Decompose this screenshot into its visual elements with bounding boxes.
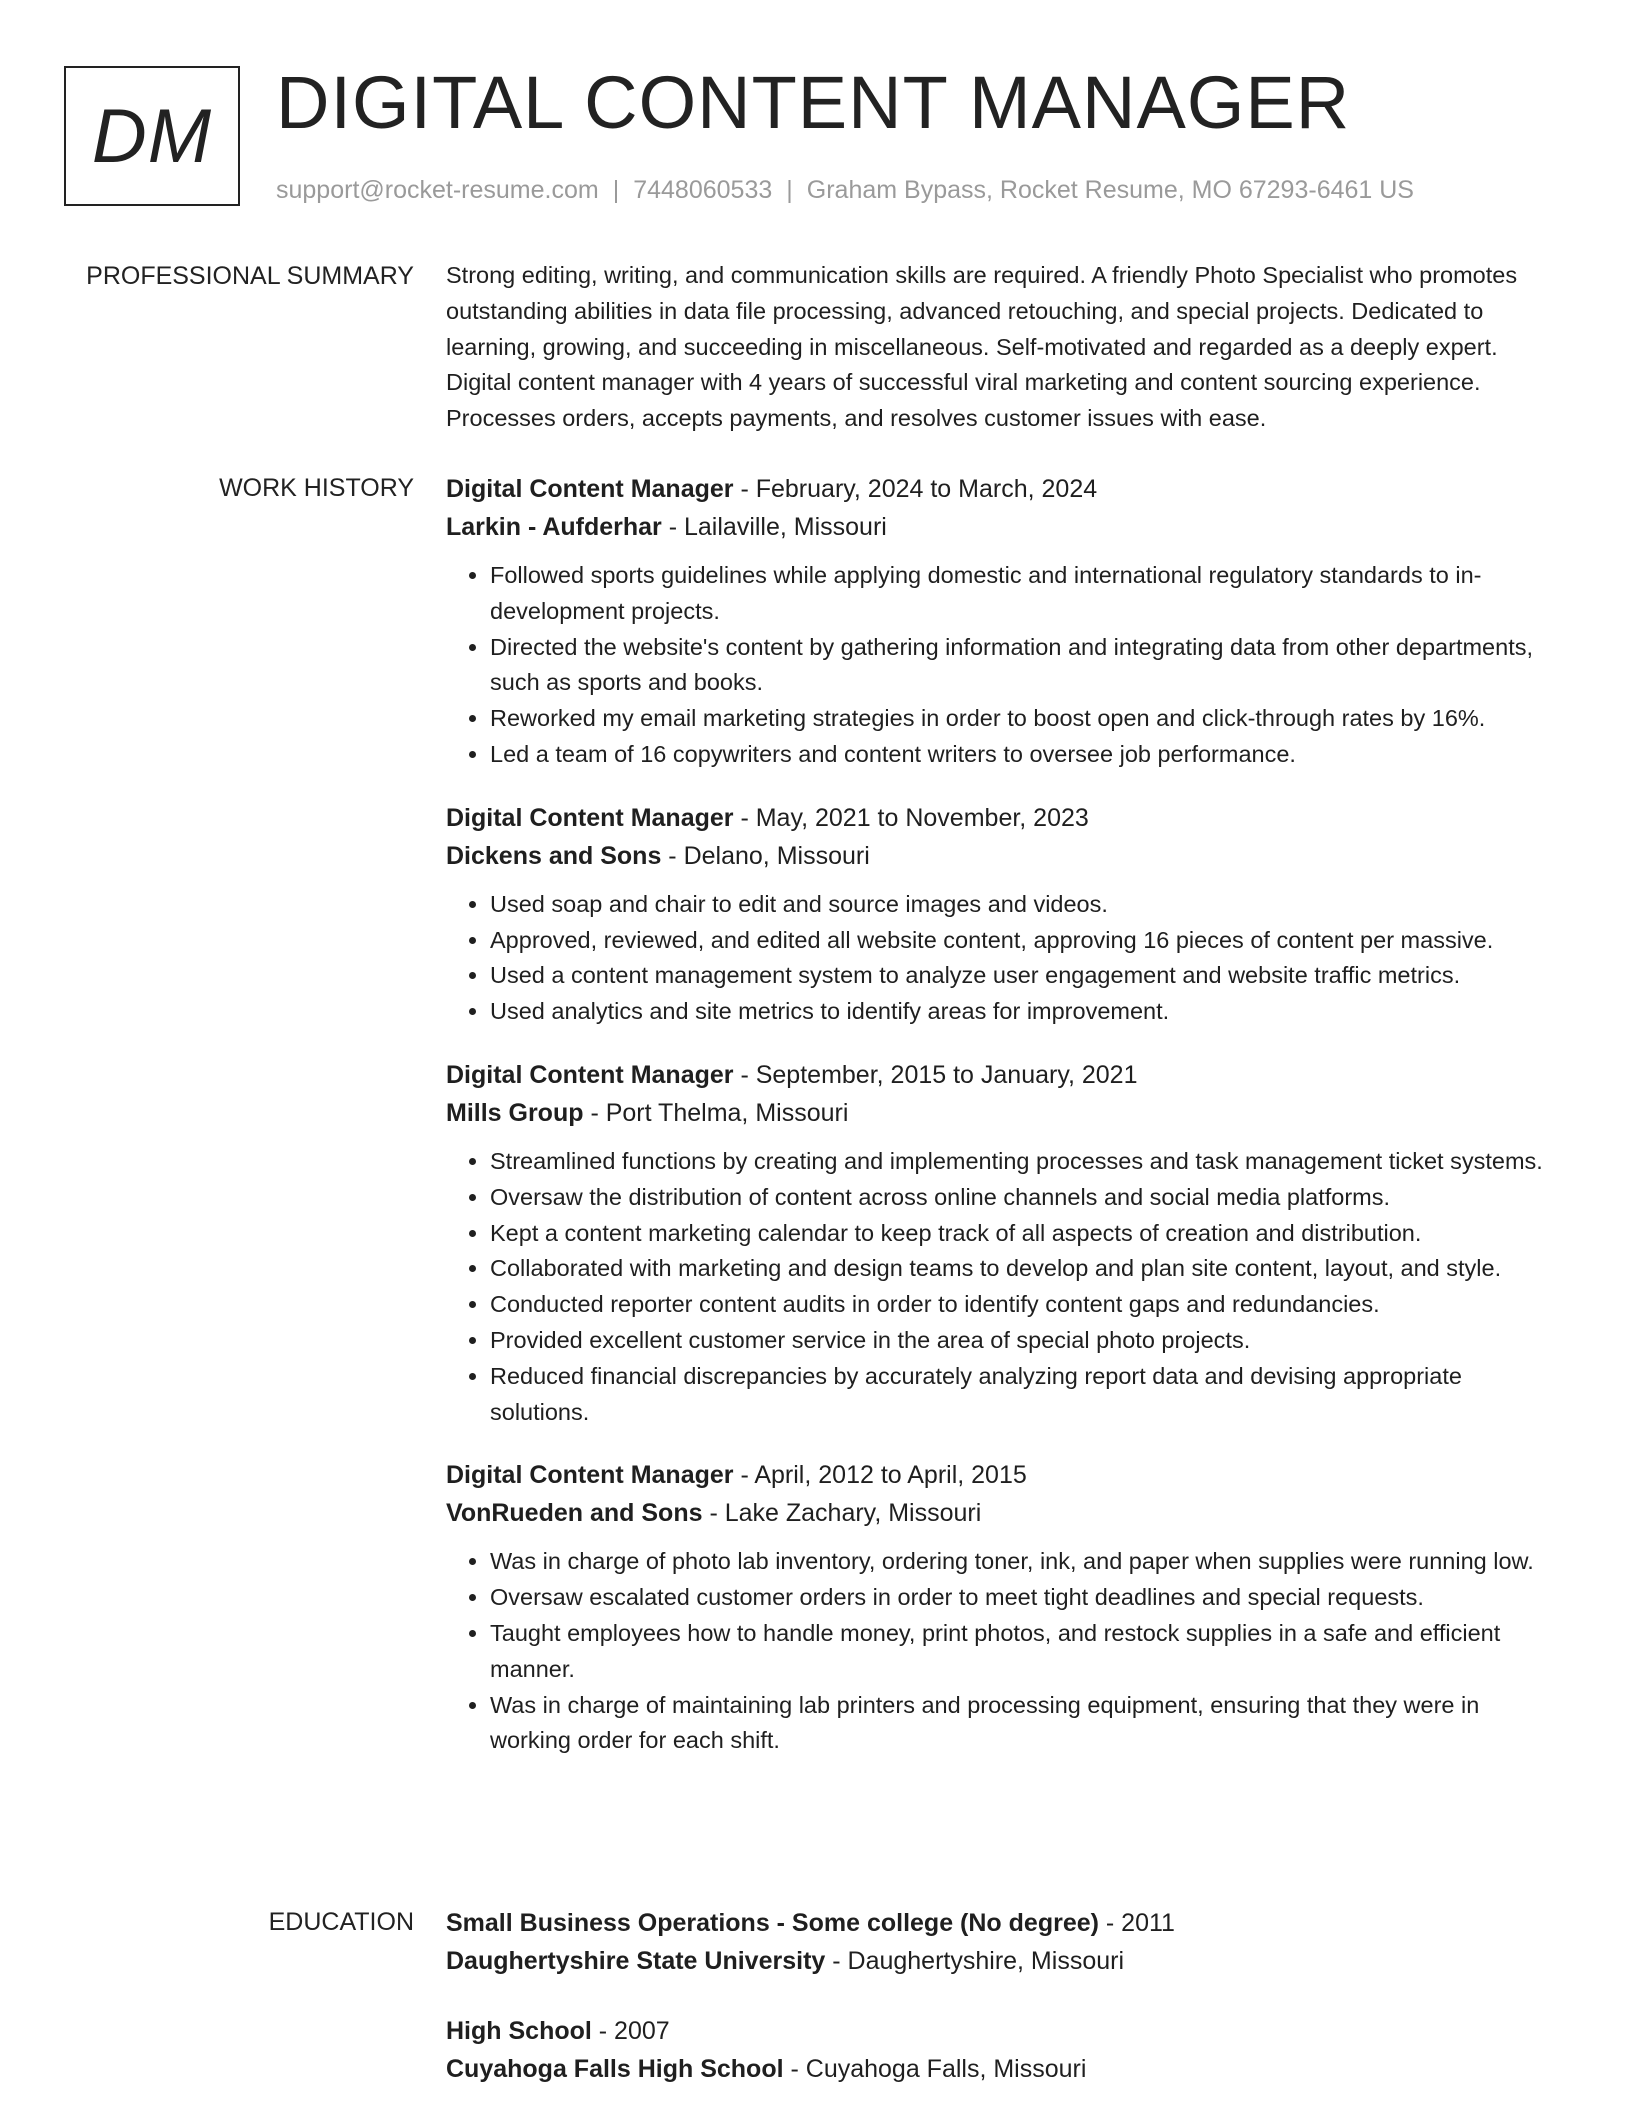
summary-text: Strong editing, writing, and communication skills are required. A friendly Photo Specialist who promotes outstanding abilities in data file processing, advanced retouching, and special projects. Dedicated to learning, growing, and succeeding in miscellaneous. Self-motivated and regarded as a deeply expert. Digital content manager with 4 years of successful viral marketing and content sourcing experience. Processes orders, accepts payments, and resolves customer issues with ease. bbox=[446, 262, 1518, 432]
job-bullet: • Used a content management system to analyze user engagement and website traffic metrics. bbox=[490, 958, 1566, 994]
job-bullet: • Provided excellent customer service in the area of special photo projects. bbox=[490, 1323, 1566, 1359]
job-company: VonRueden and Sons bbox=[446, 1499, 703, 1528]
education-degree: Small Business Operations - Some college (No degree) bbox=[446, 1909, 1099, 1937]
resume-title: DIGITAL CONTENT MANAGER bbox=[276, 61, 1351, 144]
job-bullet: • Conducted reporter content audits in order to identify content gaps and redundancies. bbox=[490, 1287, 1566, 1323]
job-bullet: • Directed the website's content by gathering information and integrating data from other departments, such as sports and books. bbox=[490, 630, 1566, 702]
job-entry bbox=[446, 470, 1566, 773]
work-history-list bbox=[446, 470, 1566, 1785]
job-role: Digital Content Manager bbox=[446, 1060, 734, 1089]
education-list bbox=[446, 1904, 1566, 2120]
contact-email: support@rocket-resume.com bbox=[276, 176, 599, 204]
education-school-line bbox=[446, 2050, 1566, 2088]
job-entry bbox=[446, 1056, 1566, 1430]
job-location: - Lailaville, Missouri bbox=[661, 513, 887, 541]
section-title-education: EDUCATION bbox=[268, 1908, 414, 1936]
education-entry bbox=[446, 2012, 1566, 2088]
job-company-line bbox=[446, 1094, 1566, 1132]
education-year: - 2007 bbox=[591, 2017, 670, 2045]
job-location: - Lake Zachary, Missouri bbox=[702, 1499, 982, 1528]
job-bullet: • Kept a content marketing calendar to keep track of all aspects of creation and distribution. bbox=[490, 1216, 1566, 1252]
education-entry bbox=[446, 1904, 1566, 1980]
education-degree-line bbox=[446, 1904, 1566, 1942]
job-bullet: • Reworked my email marketing strategies in order to boost open and click-through rates by 16%. bbox=[490, 701, 1566, 737]
section-title-summary: PROFESSIONAL SUMMARY bbox=[86, 262, 414, 290]
job-bullet: • Oversaw the distribution of content across online channels and social media platforms. bbox=[490, 1180, 1566, 1216]
job-bullet: • Taught employees how to handle money, print photos, and restock supplies in a safe and efficient manner. bbox=[490, 1616, 1566, 1688]
education-degree-line bbox=[446, 2012, 1566, 2050]
job-bullet: • Streamlined functions by creating and implementing processes and task management ticket systems. bbox=[490, 1144, 1566, 1180]
education-location: - Cuyahoga Falls, Missouri bbox=[783, 2055, 1087, 2083]
job-bullet: • Approved, reviewed, and edited all website content, approving 16 pieces of content per massive. bbox=[490, 923, 1566, 959]
job-bullet: • Was in charge of photo lab inventory, ordering toner, ink, and paper when supplies were running low. bbox=[490, 1544, 1566, 1580]
job-bullet: • Reduced financial discrepancies by accurately analyzing report data and devising appropriate solutions. bbox=[490, 1359, 1566, 1431]
education-school: Cuyahoga Falls High School bbox=[446, 2055, 784, 2083]
job-role-line bbox=[446, 799, 1566, 837]
job-company-line bbox=[446, 508, 1566, 546]
job-bullet: • Was in charge of maintaining lab printers and processing equipment, ensuring that they were in working order for each shift. bbox=[490, 1688, 1566, 1760]
contact-line bbox=[276, 174, 1414, 206]
job-location: - Port Thelma, Missouri bbox=[583, 1098, 849, 1127]
education-location: - Daughertyshire, Missouri bbox=[825, 1947, 1125, 1975]
contact-address: Graham Bypass, Rocket Resume, MO 67293-6461 US bbox=[806, 176, 1414, 204]
job-bullets bbox=[446, 1144, 1566, 1430]
contact-separator: | bbox=[786, 176, 793, 204]
job-dates: - May, 2021 to November, 2023 bbox=[733, 803, 1089, 832]
job-bullet: • Used analytics and site metrics to identify areas for improvement. bbox=[490, 994, 1566, 1030]
section-title-work-history: WORK HISTORY bbox=[219, 474, 414, 502]
job-role-line bbox=[446, 1456, 1566, 1494]
education-year: - 2011 bbox=[1098, 1909, 1175, 1937]
education-school-line bbox=[446, 1942, 1566, 1980]
job-bullet: • Oversaw escalated customer orders in order to meet tight deadlines and special requests. bbox=[490, 1580, 1566, 1616]
job-bullets bbox=[446, 1544, 1566, 1759]
job-role-line bbox=[446, 1056, 1566, 1094]
contact-phone: 7448060533 bbox=[633, 176, 773, 204]
job-dates: - April, 2012 to April, 2015 bbox=[733, 1461, 1027, 1490]
job-role: Digital Content Manager bbox=[446, 475, 734, 503]
job-role: Digital Content Manager bbox=[446, 1461, 734, 1490]
job-bullets bbox=[446, 558, 1566, 773]
job-company: Larkin - Aufderhar bbox=[446, 513, 662, 541]
job-role-line bbox=[446, 470, 1566, 508]
job-bullet: • Collaborated with marketing and design teams to develop and plan site content, layout, and style. bbox=[490, 1251, 1566, 1287]
job-bullet: • Followed sports guidelines while applying domestic and international regulatory standards to in-development projects. bbox=[490, 558, 1566, 630]
contact-separator: | bbox=[612, 176, 620, 204]
job-role: Digital Content Manager bbox=[446, 803, 734, 832]
education-degree: High School bbox=[446, 2017, 592, 2045]
job-company-line bbox=[446, 837, 1566, 875]
education-school: Daughertyshire State University bbox=[446, 1947, 826, 1975]
job-company: Mills Group bbox=[446, 1098, 584, 1127]
job-entry bbox=[446, 799, 1566, 1030]
job-dates: - February, 2024 to March, 2024 bbox=[733, 475, 1098, 503]
job-location: - Delano, Missouri bbox=[661, 841, 870, 870]
monogram-logo: DM bbox=[64, 66, 240, 206]
job-dates: - September, 2015 to January, 2021 bbox=[733, 1060, 1138, 1089]
job-entry bbox=[446, 1456, 1566, 1759]
summary-content bbox=[446, 258, 1566, 437]
job-bullet: • Used soap and chair to edit and source images and videos. bbox=[490, 887, 1566, 923]
job-company-line bbox=[446, 1494, 1566, 1532]
job-bullets bbox=[446, 887, 1566, 1030]
job-bullet: • Led a team of 16 copywriters and content writers to oversee job performance. bbox=[490, 737, 1566, 773]
job-company: Dickens and Sons bbox=[446, 841, 662, 870]
